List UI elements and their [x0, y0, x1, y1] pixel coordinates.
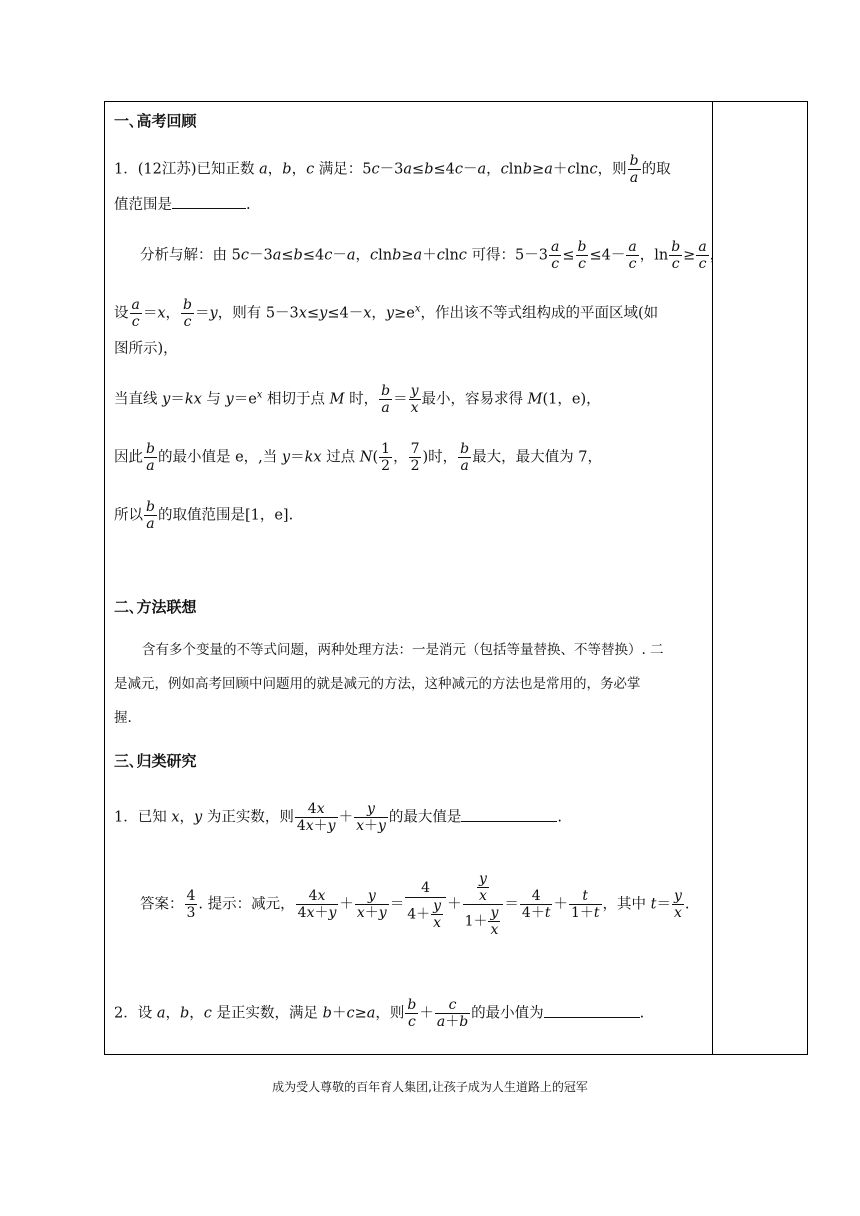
analysis-tangent-line: 当直线 y＝kx 与 $y=e^x$ 相切于点 M 时， $\frac{b}{a}$ ＝ $\frac{y}{x}$ 最小，容易求得 M(1，e)， [114, 383, 601, 416]
method-line1: 含有多个变量的不等式问题，两种处理方法：一是消元（包括等量替换、不等替换）. 二 [142, 642, 664, 658]
analysis-range-line: 所以 $\frac{b}{a}$ 的取值范围是[1，e]. [114, 499, 294, 532]
research-answer1: 答案： $\frac{4}{3}$ . 提示：减元， $\frac{4x}{4x+y}$ ＋ $\frac{y}{x+y}$ ＝ 4 4＋ $\frac{y}{x}$ ＋ $\frac{y}{x}$ 1＋ $\frac{y}{x}$ ＝ $\frac{4}{4+t}$ ＋ $\frac{t}{1+t}$ ，其中 t＝ $\frac{y}{x}$ . [140, 871, 690, 938]
research-question1: 1．已知 x，y 为正实数，则 $\frac{4x}{4x+y}$ ＋ $\frac{y}{x+y}$ 的最大值是 . [114, 801, 563, 834]
method-line2: 是减元，例如高考回顾中问题用的就是减元的方法，这种减元的方法也是常用的，务必掌 [114, 676, 641, 692]
section-heading-research: 三､归类研究 [114, 752, 197, 770]
analysis-min-max-line: 因此 $\frac{b}{a}$ 的最小值是 e，,当 y＝kx 过点 N( $\frac{1}{2}$ ， $\frac{7}{2}$ )时， $\frac{b}{a}$ 最大，最大值为 7， [114, 441, 602, 474]
analysis-line3: 图所示)， [114, 341, 178, 357]
research-question2: 2．设 a，b，c 是正实数，满足 b＋c≥a，则 $\frac{b}{c}$ ＋ $\frac{c}{a+b}$ 的最小值为 . [114, 997, 645, 1030]
section-heading-method: 二､方法联想 [114, 598, 197, 616]
answer-blank[interactable] [172, 193, 246, 209]
method-line3: 握. [114, 710, 132, 726]
page-footer: 成为受人尊敬的百年育人集团,让孩子成为人生道路上的冠军 [272, 1080, 588, 1094]
answer-blank[interactable] [544, 1002, 640, 1018]
section-heading-review: 一､高考回顾 [114, 112, 197, 130]
review-question: 1．(12江苏)已知正数 a，b，c 满足：5c－3a≤b≤4c－a，clnb≥a＋clnc，则 $\frac{b}{a}$ 的取 [114, 153, 671, 186]
analysis-line2: 设 $\frac{a}{c}$ ＝x， $\frac{b}{c}$ ＝y，则有 5－3x≤y≤4－x，$y\ge e^x$，作出该不等式组构成的平面区域(如 [114, 297, 659, 330]
review-question-prefix: 1．(12江苏)已知正数 [114, 161, 255, 178]
analysis-line1: 分析与解：由 5c－3a≤b≤4c－a，clnb≥a＋clnc 可得：5－3 $\frac{a}{c}$ ≤ $\frac{b}{c}$ ≤4－ $\frac{a}{c}$ ，ln $\frac{b}{c}$ ≥ $\frac{a}{c}$ ， [140, 239, 725, 272]
answer-blank[interactable] [461, 806, 557, 822]
review-question-line2: 值范围是 . [114, 193, 708, 217]
